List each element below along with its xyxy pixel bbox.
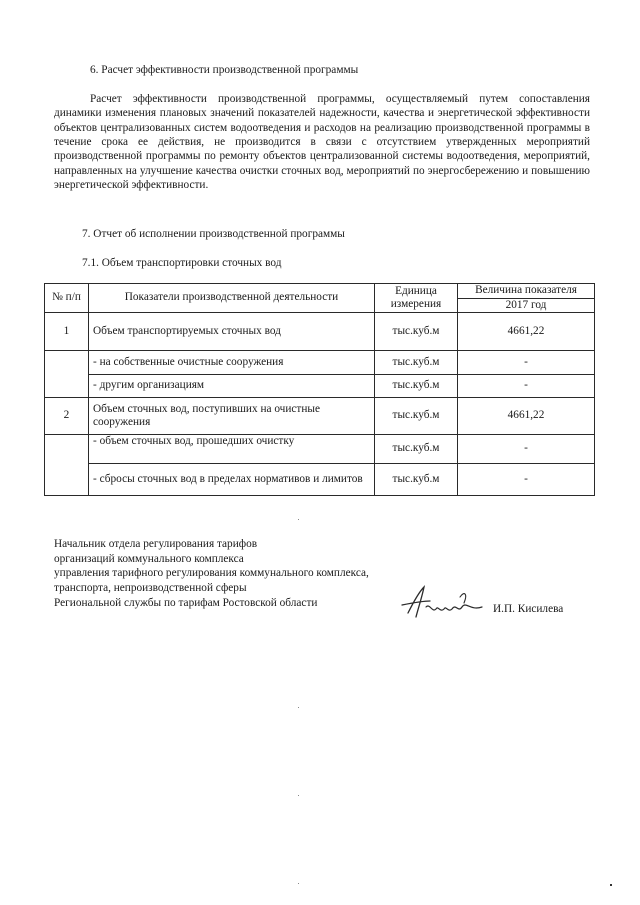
section-7-1-title: 7.1. Объем транспортировки сточных вод: [82, 257, 282, 269]
row-indicator: - объем сточных вод, прошедших очистку: [89, 435, 375, 464]
scan-speck: [610, 884, 612, 886]
signature-line: Региональной службы по тарифам Ростовской области: [54, 596, 318, 609]
row-indicator: - сбросы сточных вод в пределах нормативов и лимитов: [89, 464, 375, 496]
row-indicator: Объем сточных вод, поступивших на очистные сооружения: [89, 398, 375, 435]
scan-speck: [298, 707, 299, 708]
scan-speck: [298, 795, 299, 796]
header-num: № п/п: [45, 284, 89, 313]
table-row: [45, 375, 595, 398]
row-value: -: [458, 435, 595, 464]
section-6-title: 6. Расчет эффективности производственной программы: [90, 64, 359, 76]
row-indicator: - другим организациям: [89, 375, 375, 398]
row-unit: тыс.куб.м: [375, 351, 458, 375]
row-unit: тыс.куб.м: [375, 435, 458, 464]
signature-block: [54, 537, 369, 610]
row-value: 4661,22: [458, 313, 595, 351]
row-unit: тыс.куб.м: [375, 313, 458, 351]
row-value: -: [458, 464, 595, 496]
section-7-title: 7. Отчет об исполнении производственной программы: [82, 228, 345, 240]
header-unit: Единица измерения: [375, 284, 458, 313]
row-num: 1: [45, 313, 89, 351]
section-6-text: Расчет эффективности производственной программы, осуществляемый путем сопоставления динамики изменения плановых значений показателей надежности, качества и энергетической эффективности объектов централизованных систем водоотведения и расходов на реализацию производственной программы в течение срока ее действия, не производится в связи с отсутствием утвержденных мероприятий производственной программы по ремонту объектов централизованной системы водоотведения, мероприятий, направленных на улучшение качества очистки сточных вод, мероприятий по энергосбережению и повышению энергетической эффективности.: [54, 93, 590, 192]
handwritten-signature: [400, 583, 485, 623]
row-unit: тыс.куб.м: [375, 375, 458, 398]
row-indicator: Объем транспортируемых сточных вод: [89, 313, 375, 351]
scan-speck: [298, 883, 299, 884]
row-indicator: - на собственные очистные сооружения: [89, 351, 375, 375]
signature-line: управления тарифного регулирования коммунального комплекса,: [54, 567, 369, 580]
row-value: 4661,22: [458, 398, 595, 435]
table-row: [45, 464, 595, 496]
table-row: [45, 313, 595, 351]
header-value: Величина показателя: [458, 284, 595, 299]
table-row: [45, 351, 595, 375]
signatory-name: И.П. Кисилева: [493, 603, 564, 615]
table-row: [45, 398, 595, 435]
header-indicator: Показатели производственной деятельности: [89, 284, 375, 313]
row-unit: тыс.куб.м: [375, 398, 458, 435]
scan-speck: [298, 519, 299, 520]
row-unit: тыс.куб.м: [375, 464, 458, 496]
row-num: [45, 435, 89, 496]
signature-line: Начальник отдела регулирования тарифов: [54, 538, 258, 550]
row-num: 2: [45, 398, 89, 435]
signature-line: организаций коммунального комплекса: [54, 552, 244, 565]
row-value: -: [458, 375, 595, 398]
table-row: [45, 435, 595, 464]
signature-line: транспорта, непроизводственной сферы: [54, 582, 247, 595]
transport-volume-table: [44, 283, 595, 496]
row-num: [45, 351, 89, 398]
header-year: 2017 год: [458, 298, 595, 313]
row-value: -: [458, 351, 595, 375]
